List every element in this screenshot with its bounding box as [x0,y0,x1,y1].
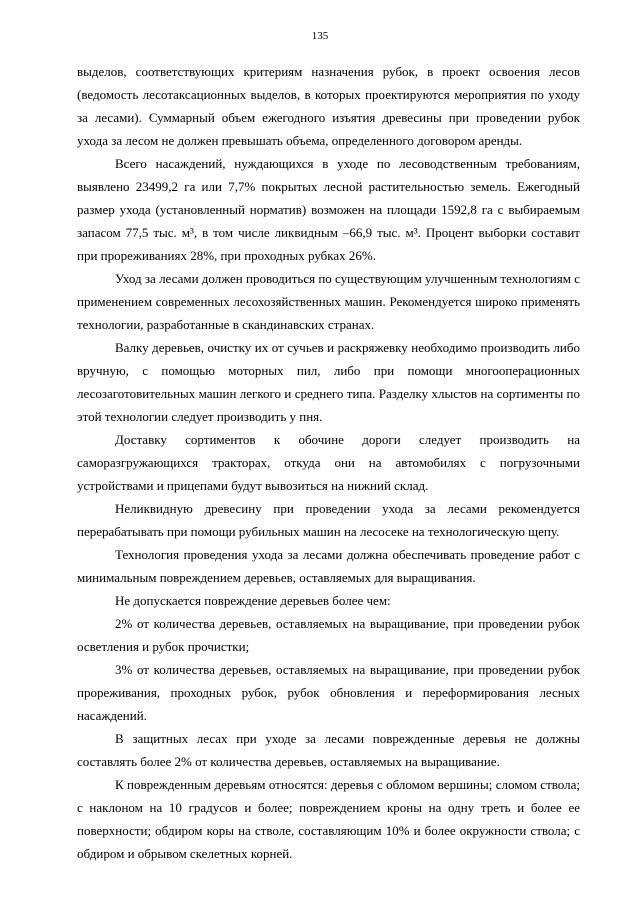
paragraph: выделов, соответствующих критериям назначения рубок, в проект освоения лесов (ведомость лесотаксационных выделов, в которых проектируются мероприятия по уходу за лесами). Суммарный объем ежегодного изъятия древесины при проведении рубок ухода за лесом не должен превышать объема, определенного договором аренды. [77,64,580,148]
paragraph: К поврежденным деревьям относятся: деревья с обломом вершины; сломом ствола; с наклоном на 10 градусов и более; повреждением кроны на одну треть и более ее поверхности; обдиром коры на стволе, составляющим 10% и более окружности ствола; с обдиром и обрывом скелетных корней. [77,777,580,861]
paragraph: Доставку сортиментов к обочине дороги следует производить на саморазгружающихся тракторах, откуда они на автомобилях с погрузочными устройствами и прицепами будут вывозиться на нижний склад. [77,432,580,493]
paragraph: Не допускается повреждение деревьев более чем: [115,593,391,608]
paragraph: Неликвидную древесину при проведении ухода за лесами рекомендуется перерабатывать при помощи рубильных машин на лесосеке на технологическую щепу. [77,501,580,539]
paragraph: Валку деревьев, очистку их от сучьев и раскряжевку необходимо производить либо вручную, с помощью моторных пил, либо при помощи многооперационных лесозаготовительных машин легкого и среднего типа. Разделку хлыстов на сортименты по этой технологии следует производить у пня. [77,340,580,424]
paragraph: Технология проведения ухода за лесами должна обеспечивать проведение работ с минимальным повреждением деревьев, оставляемых для выращивания. [77,547,580,585]
body-text [77,60,580,865]
paragraph: Всего насаждений, нуждающихся в уходе по лесоводственным требованиям, выявлено 23499,2 га или 7,7% покрытых лесной растительностью земель. Ежегодный размер ухода (установленный норматив) возможен на площади 1592,8 га с выбираемым запасом 77,5 тыс. м³, в том числе ликвидным –66,9 тыс. м³. Процент выборки составит при прореживаниях 28%, при проходных рубках 26%. [77,156,580,263]
paragraph: 3% от количества деревьев, оставляемых на выращивание, при проведении рубок прореживания, проходных рубок, рубок обновления и переформирования лесных насаждений. [77,662,580,723]
paragraph: 2% от количества деревьев, оставляемых на выращивание, при проведении рубок осветления и рубок прочистки; [77,616,580,654]
page-number: 135 [311,30,329,42]
paragraph: В защитных лесах при уходе за лесами поврежденные деревья не должны составлять более 2% от количества деревьев, оставляемых на выращивание. [77,731,580,769]
paragraph: Уход за лесами должен проводиться по существующим улучшенным технологиям с применением современных лесохозяйственных машин. Рекомендуется широко применять технологии, разработанные в скандинавских странах. [77,271,580,332]
